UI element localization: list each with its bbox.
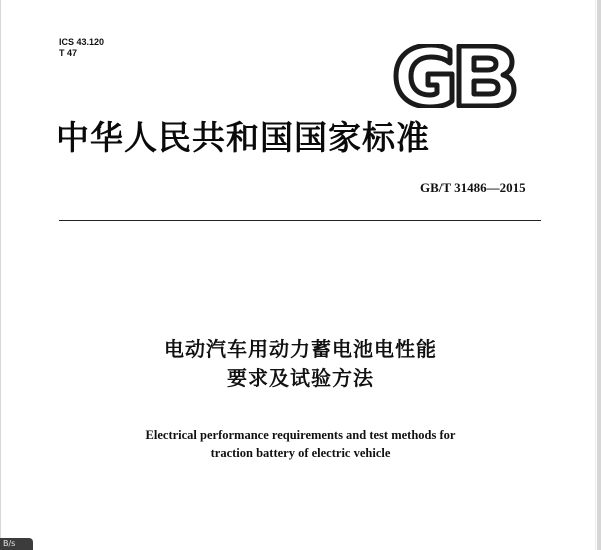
logo-text: GB bbox=[454, 84, 456, 85]
english-title bbox=[0, 426, 601, 462]
english-title-line-1: Electrical performance requirements and test methods for bbox=[145, 428, 456, 442]
english-title-line-2: traction battery of electric vehicle bbox=[210, 446, 391, 460]
chinese-title-line-2: 要求及试验方法 bbox=[227, 366, 374, 390]
gb-logo bbox=[393, 44, 517, 108]
divider-line bbox=[59, 220, 541, 221]
page-right-edge-inner bbox=[595, 0, 596, 550]
scrollbar-track[interactable] bbox=[597, 0, 601, 550]
speed-indicator bbox=[0, 538, 33, 550]
classification-block bbox=[59, 37, 104, 59]
page-left-edge bbox=[0, 0, 1, 550]
chinese-title bbox=[0, 335, 601, 393]
chinese-title-line-1: 电动汽车用动力蓄电池电性能 bbox=[164, 337, 437, 361]
speed-indicator-text: B/s bbox=[3, 539, 16, 548]
national-standard-title: 中华人民共和国国家标准 bbox=[56, 118, 430, 157]
class-code: T 47 bbox=[59, 48, 78, 58]
ics-code: ICS 43.120 bbox=[59, 37, 105, 47]
standard-number: GB/T 31486—2015 bbox=[420, 180, 526, 195]
